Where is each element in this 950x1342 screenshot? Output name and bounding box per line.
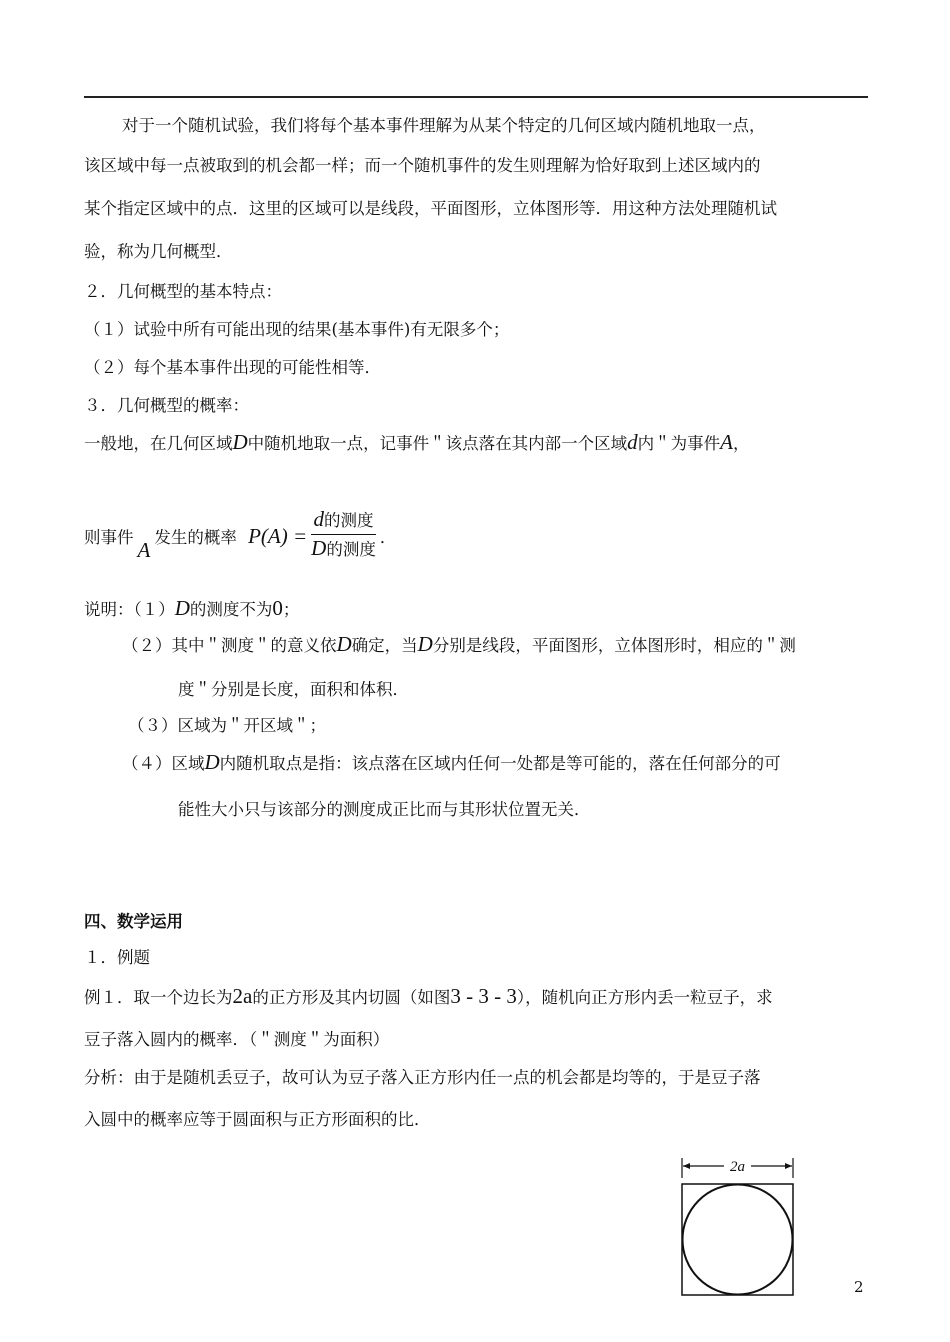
section-2-item-2: （２）每个基本事件出现的可能性相等． [84, 358, 381, 377]
var-A: A [720, 430, 733, 454]
intro-line-1: 对于一个随机试验，我们将每个基本事件理解为从某个特定的几何区域内随机地取一点， [122, 116, 766, 135]
section-2-title: ２．几何概型的基本特点： [84, 282, 282, 301]
header-rule [84, 96, 868, 98]
example-1-line-2: 豆子落入圆内的概率．（＂测度＂为面积） [84, 1030, 390, 1049]
figure-ref: 3 - 3 - 3 [450, 984, 517, 1008]
note-1: 说明：（１）D的测度不为0； [84, 596, 300, 620]
var-d: d [627, 430, 638, 454]
note-3: （３）区域为＂开区域＂； [128, 716, 326, 735]
intro-line-3: 某个指定区域中的点．这里的区域可以是线段，平面图形，立体图形等．用这种方法处理随机试 [84, 199, 777, 218]
analysis-line-2: 入圆中的概率应等于圆面积与正方形面积的比． [84, 1110, 431, 1129]
section-3-title: ３．几何概型的概率： [84, 396, 249, 415]
note-2: （２）其中＂测度＂的意义依D确定，当D分别是线段，平面图形，立体图形时，相应的＂测 [122, 632, 796, 656]
probability-formula-line: 则事件A发生的概率 P(A) = $\frac{\text{d的测度}}{\text{D的测度}}$ ． [84, 507, 397, 562]
inscribed-circle [683, 1185, 793, 1295]
example-subtitle: １．例题 [84, 948, 150, 967]
note-4-continued: 能性大小只与该部分的测度成正比而与其形状位置无关． [178, 800, 591, 819]
probability-fraction [311, 506, 376, 563]
section-4-title: 四、数学运用 [84, 912, 183, 931]
intro-line-2: 该区域中每一点被取到的机会都一样；而一个随机事件的发生则理解为恰好取到上述区域内的 [84, 156, 761, 175]
intro-line-4: 验，称为几何概型． [84, 242, 233, 261]
page-number: 2 [854, 1278, 864, 1296]
example-1-line-1: 例１．取一个边长为2a的正方形及其内切圆（如图3 - 3 - 3），随机向正方形内丢一粒豆子，求 [84, 984, 773, 1008]
figure-side-label: 2a [730, 1159, 745, 1175]
fraction-numerator: d的测度 [311, 506, 376, 535]
fraction-denominator: D的测度 [311, 536, 376, 560]
analysis-line-1: 分析：由于是随机丢豆子，故可认为豆子落入正方形内任一点的机会都是均等的，于是豆子落 [84, 1068, 761, 1087]
square-circle-figure [676, 1152, 800, 1302]
note-2-continued: 度＂分别是长度，面积和体积． [178, 680, 409, 699]
formula-left: P(A) = [248, 524, 308, 548]
note-4: （４）区域D内随机取点是指：该点落在区域内任何一处都是等可能的，落在任何部分的可 [122, 750, 781, 774]
general-definition-line: 一般地，在几何区域D中随机地取一点，记事件＂该点落在其内部一个区域d内＂为事件A， [84, 430, 750, 454]
section-2-item-1: （１）试验中所有可能出现的结果(基本事件)有无限多个； [84, 320, 510, 339]
var-D: D [232, 430, 248, 454]
side-length: 2a [232, 984, 253, 1008]
var-A-2: A [137, 538, 151, 562]
